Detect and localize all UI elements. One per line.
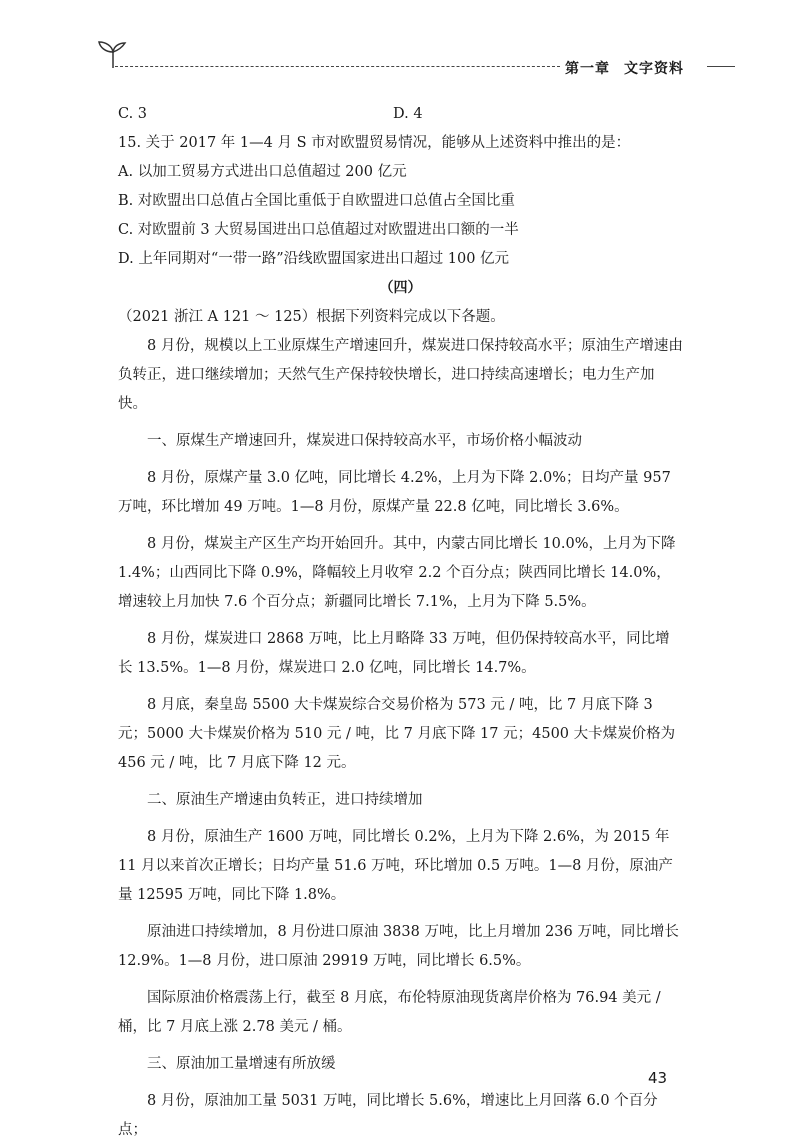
paragraph: 8 月份，原油生产 1600 万吨，同比增长 0.2%，上月为下降 2.6%，为 2015 年 11 月以来首次正增长；日均产量 51.6 万吨，环比增加 0.5 万吨。1—8 月份，原油产量 12595 万吨，同比下降 1.8%。 [118, 829, 673, 903]
question-15-option-b: B. 对欧盟出口总值占全国比重低于自欧盟进口总值占全国比重 [118, 193, 515, 209]
subheading: 三、原油加工量增速有所放缓 [147, 1056, 336, 1072]
chapter-number: 第一章 [565, 61, 610, 77]
options-row [118, 100, 683, 129]
option-d: D. 4 [393, 106, 423, 122]
paragraph: 8 月份，原油加工量 5031 万吨，同比增长 5.6%，增速比上月回落 6.0 个百分点； [118, 1093, 658, 1138]
paragraph: 8 月份，煤炭进口 2868 万吨，比上月略降 33 万吨，但仍保持较高水平，同比增长 13.5%。1—8 月份，煤炭进口 2.0 亿吨，同比增长 14.7%。 [118, 631, 670, 676]
subheading: 一、原煤生产增速回升，煤炭进口保持较高水平，市场价格小幅波动 [147, 433, 582, 449]
header-divider-right [707, 66, 735, 67]
question-15-stem: 15. 关于 2017 年 1—4 月 S 市对欧盟贸易情况，能够从上述资料中推出的是： [118, 135, 631, 151]
section-title: （四） [379, 280, 422, 296]
page-content [118, 100, 683, 1145]
page-number: 43 [648, 1069, 668, 1087]
question-15-option-d: D. 上年同期对“一带一路”沿线欧盟国家进出口超过 100 亿元 [118, 251, 510, 267]
question-15-option-a: A. 以加工贸易方式进出口总值超过 200 亿元 [118, 164, 407, 180]
paragraph: 国际原油价格震荡上行，截至 8 月底，布伦特原油现货离岸价格为 76.94 美元 / 桶，比 7 月底上涨 2.78 美元 / 桶。 [118, 990, 661, 1035]
option-c: C. 3 [118, 106, 148, 122]
page-header [95, 38, 735, 78]
question-15-option-c: C. 对欧盟前 3 大贸易国进出口总值超过对欧盟进出口额的一半 [118, 222, 519, 238]
chapter-title: 文字资料 [624, 61, 684, 77]
paragraph: 8 月份，煤炭主产区生产均开始回升。其中，内蒙古同比增长 10.0%，上月为下降 1.4%；山西同比下降 0.9%，降幅较上月收窄 2.2 个百分点；陕西同比增长 14.0%，增速较上月加快 7.6 个百分点；新疆同比增长 7.1%，上月为下降 5.5%。 [118, 536, 676, 610]
paragraph: 8 月底，秦皇岛 5500 大卡煤炭综合交易价格为 573 元 / 吨，比 7 月底下降 3 元；5000 大卡煤炭价格为 510 元 / 吨，比 7 月底下降 17 元；4500 大卡煤炭价格为 456 元 / 吨，比 7 月底下降 12 元。 [118, 697, 676, 771]
paragraph: 原油进口持续增加，8 月份进口原油 3838 万吨，比上月增加 236 万吨，同比增长 12.9%。1—8 月份，进口原油 29919 万吨，同比增长 6.5%。 [118, 924, 679, 969]
subheading: 二、原油生产增速由负转正，进口持续增加 [147, 792, 423, 808]
leaf-icon [95, 38, 131, 74]
paragraph: 8 月份，原煤产量 3.0 亿吨，同比增长 4.2%，上月为下降 2.0%；日均产量 957 万吨，环比增加 49 万吨。1—8 月份，原煤产量 22.8 亿吨，同比增长 3.6%。 [118, 470, 671, 515]
section-intro: （2021 浙江 A 121 ～ 125）根据下列资料完成以下各题。 [118, 309, 505, 325]
chapter-heading [565, 58, 698, 78]
paragraph: 8 月份，规模以上工业原煤生产增速回升，煤炭进口保持较高水平；原油生产增速由负转正，进口继续增加；天然气生产保持较快增长，进口持续高速增长；电力生产加快。 [118, 338, 683, 412]
header-divider [115, 66, 560, 67]
